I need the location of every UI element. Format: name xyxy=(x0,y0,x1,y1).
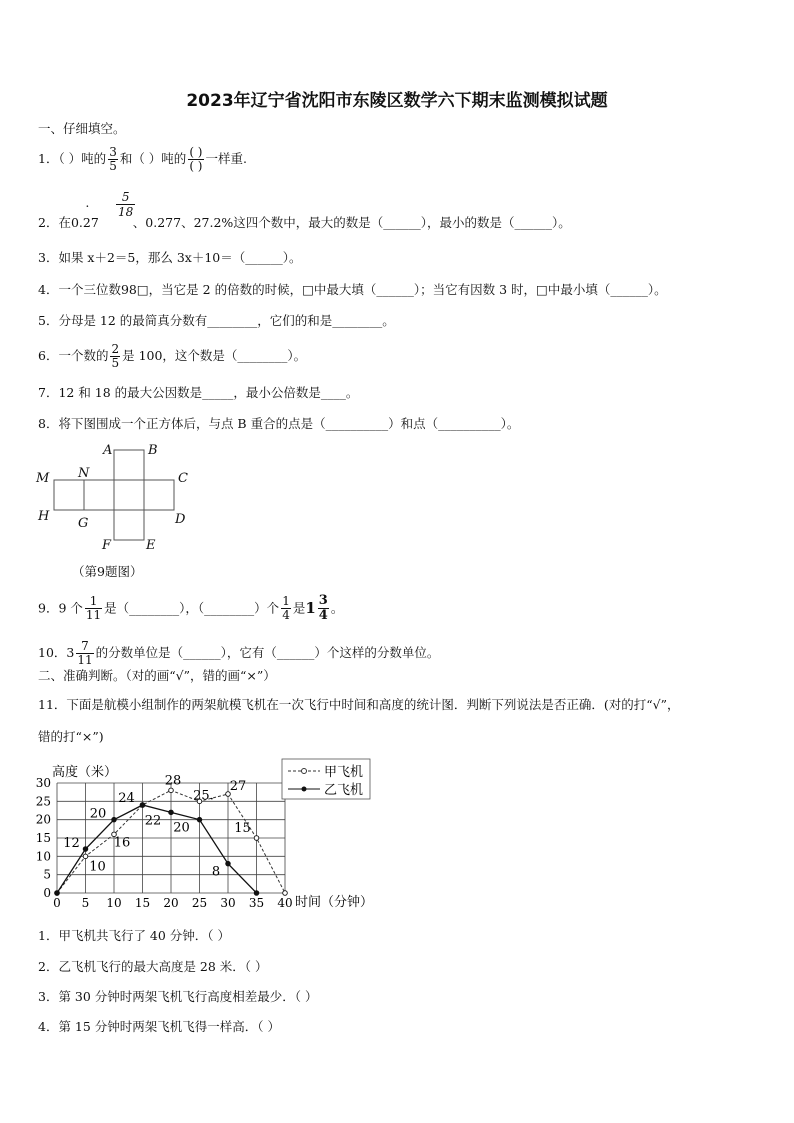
series-2-data-label-3: 24 xyxy=(118,791,135,806)
cube-net-figure xyxy=(30,438,200,583)
net-caption: （第9题图） xyxy=(72,564,143,579)
y-tick-15: 15 xyxy=(35,831,51,845)
x-tick-35: 35 xyxy=(248,896,265,910)
q1-fraction-2: $\frac{( )}{( )}$ xyxy=(189,145,203,174)
net-label-a: A xyxy=(103,443,113,458)
y-tick-0: 0 xyxy=(43,886,51,900)
legend-series-2: 乙飞机 xyxy=(324,783,364,798)
question-9 xyxy=(38,594,343,624)
q9-fraction-1: $\frac{1}{11}$ xyxy=(85,594,102,623)
net-label-f: F xyxy=(102,538,112,553)
question-1 xyxy=(38,146,247,173)
q1-text-b: 和（ ）吨的 xyxy=(119,151,187,167)
q6-text-b: 是 100，这个数是（________）。 xyxy=(122,348,307,364)
series-2-point-0 xyxy=(55,891,60,896)
y-tick-5: 5 xyxy=(43,867,51,882)
series-1-point-1 xyxy=(83,854,88,859)
judgment-4: 4．第 15 分钟时两架飞机飞得一样高．（ ） xyxy=(38,1019,281,1034)
question-6 xyxy=(38,343,306,370)
x-tick-10: 10 xyxy=(106,896,122,910)
q10-text-a: 10． xyxy=(38,645,67,661)
series-1-data-label-5: 25. xyxy=(193,788,214,804)
net-label-n: N xyxy=(78,466,90,481)
question-11-line-2: 错的打“×”) xyxy=(38,729,104,744)
net-label-h: H xyxy=(38,509,50,524)
x-tick-20: 20 xyxy=(163,896,179,910)
q1-fraction-1: $\frac{3}{5}$ xyxy=(109,145,117,174)
section-2-heading: 二、准确判断。（对的画“√”，错的画“×”） xyxy=(38,668,276,683)
x-tick-15: 15 xyxy=(134,896,151,910)
q9-text-a: 9．9 个 xyxy=(38,600,83,616)
judgment-1: 1．甲飞机共飞行了 40 分钟．（ ） xyxy=(38,928,231,943)
q9-text-c: 是 xyxy=(292,600,306,616)
series-2-point-5 xyxy=(197,817,202,822)
y-tick-10: 10 xyxy=(35,849,51,864)
series-2-point-1 xyxy=(83,847,88,852)
question-4: 4．一个三位数98□，当它是 2 的倍数的时候，□中最大填（______）；当它有因数 3 时，□中最小填（______）。 xyxy=(38,282,667,297)
net-label-e: E xyxy=(146,538,156,553)
series-2-point-4 xyxy=(169,810,174,815)
y-tick-20: 20 xyxy=(35,812,51,827)
section-1-heading: 一、仔细填空。 xyxy=(38,121,126,136)
flight-height-chart xyxy=(30,756,390,916)
series-1-data-label-1: 10 xyxy=(89,859,106,875)
series-1-data-label-7: 15 xyxy=(234,821,251,836)
q6-text-a: 6．一个数的 xyxy=(38,348,109,364)
q9-fraction-2: $\frac{1}{4}$ xyxy=(282,594,290,623)
judgment-3: 3．第 30 分钟时两架飞机飞行高度相差最少．（ ） xyxy=(38,989,318,1004)
x-tick-30: 30 xyxy=(220,896,236,910)
x-tick-5: 5 xyxy=(81,896,90,910)
question-3: 3．如果 x＋2＝5，那么 3x＋10＝（______）。 xyxy=(38,250,302,265)
series-2-point-3 xyxy=(140,803,145,808)
x-tick-0: 0 xyxy=(53,896,61,910)
series-1-point-7 xyxy=(254,836,259,841)
question-2 xyxy=(38,217,571,230)
q1-text-c: 一样重. xyxy=(205,151,247,167)
y-tick-30: 30 xyxy=(35,776,51,790)
x-tick-40: 40 xyxy=(277,896,293,910)
net-label-c: C xyxy=(178,471,188,486)
y-tick-25: 25 xyxy=(35,794,51,809)
series-2-point-2 xyxy=(112,817,117,822)
series-2-point-7 xyxy=(254,891,259,896)
series-1-point-8 xyxy=(283,891,288,896)
series-2-data-label-6: 8 xyxy=(211,864,221,880)
page-title: 2023年辽宁省沈阳市东陵区数学六下期末监测模拟试题 xyxy=(186,91,608,111)
chart-grid xyxy=(57,783,285,893)
q9-mixed-number: 1 $\frac{3}{4}$ xyxy=(305,593,328,624)
q2-text-a: 2．在0. xyxy=(38,215,83,230)
question-8: 8．将下图围成一个正方体后，与点 B 重合的点是（__________）和点（__________）。 xyxy=(38,416,520,431)
series-2-data-label-4: 22 xyxy=(144,813,162,829)
series-1-data-label-6: 27 xyxy=(229,779,247,794)
net-label-d: D xyxy=(175,512,186,527)
series-2-data-label-1: 12 xyxy=(63,836,80,851)
chart-y-axis-label: 高度（米） xyxy=(52,765,118,780)
q9-text-b: 是（________），（________）个 xyxy=(104,600,280,616)
question-7: 7．12 和 18 的最大公因数是_____，最小公倍数是____。 xyxy=(38,385,359,400)
net-label-b: B xyxy=(148,443,158,458)
q2-fraction: $\frac{5}{18}$ xyxy=(118,190,134,219)
question-11-line-1: 11．下面是航模小组制作的两架航模飞机在一次飞行中时间和高度的统计图．判断下列说法是否正确．(对的打“√”， xyxy=(38,697,680,712)
question-10 xyxy=(38,640,439,667)
chart-x-axis-label: 时间（分钟） xyxy=(295,895,374,910)
q1-text-a: 1．（ ）吨的 xyxy=(38,151,107,167)
net-label-g: G xyxy=(78,516,89,531)
series-2-point-6 xyxy=(226,861,231,866)
q9-text-d: 。 xyxy=(330,600,344,616)
q10-mixed-number: 3 $\frac{7}{11}$ xyxy=(66,639,93,668)
series-2-data-label-5: 20 xyxy=(173,820,190,836)
chart-legend xyxy=(282,759,370,799)
q2-repeating-digits: ˙ 27 xyxy=(83,215,99,230)
q6-fraction: $\frac{2}{5}$ xyxy=(111,342,120,371)
net-label-m: M xyxy=(36,471,50,486)
legend-series-1: 甲飞机 xyxy=(324,765,364,780)
series-1-data-label-2: 16 xyxy=(113,835,131,851)
question-5: 5．分母是 12 的最简真分数有________，它们的和是________。 xyxy=(38,313,395,328)
q10-text-b: 的分数单位是（______），它有（______）个这样的分数单位。 xyxy=(95,645,440,661)
judgment-2: 2．乙飞机飞行的最大高度是 28 米．（ ） xyxy=(38,959,268,974)
series-1-data-label-4: 28 xyxy=(164,773,182,789)
x-tick-25: 25 xyxy=(191,896,208,910)
q2-text-b: 、0.277、27.2%这四个数中，最大的数是（______），最小的数是（______）。 xyxy=(132,215,571,230)
series-1-point-4 xyxy=(169,788,174,793)
series-2-data-label-2: 20 xyxy=(89,806,107,822)
